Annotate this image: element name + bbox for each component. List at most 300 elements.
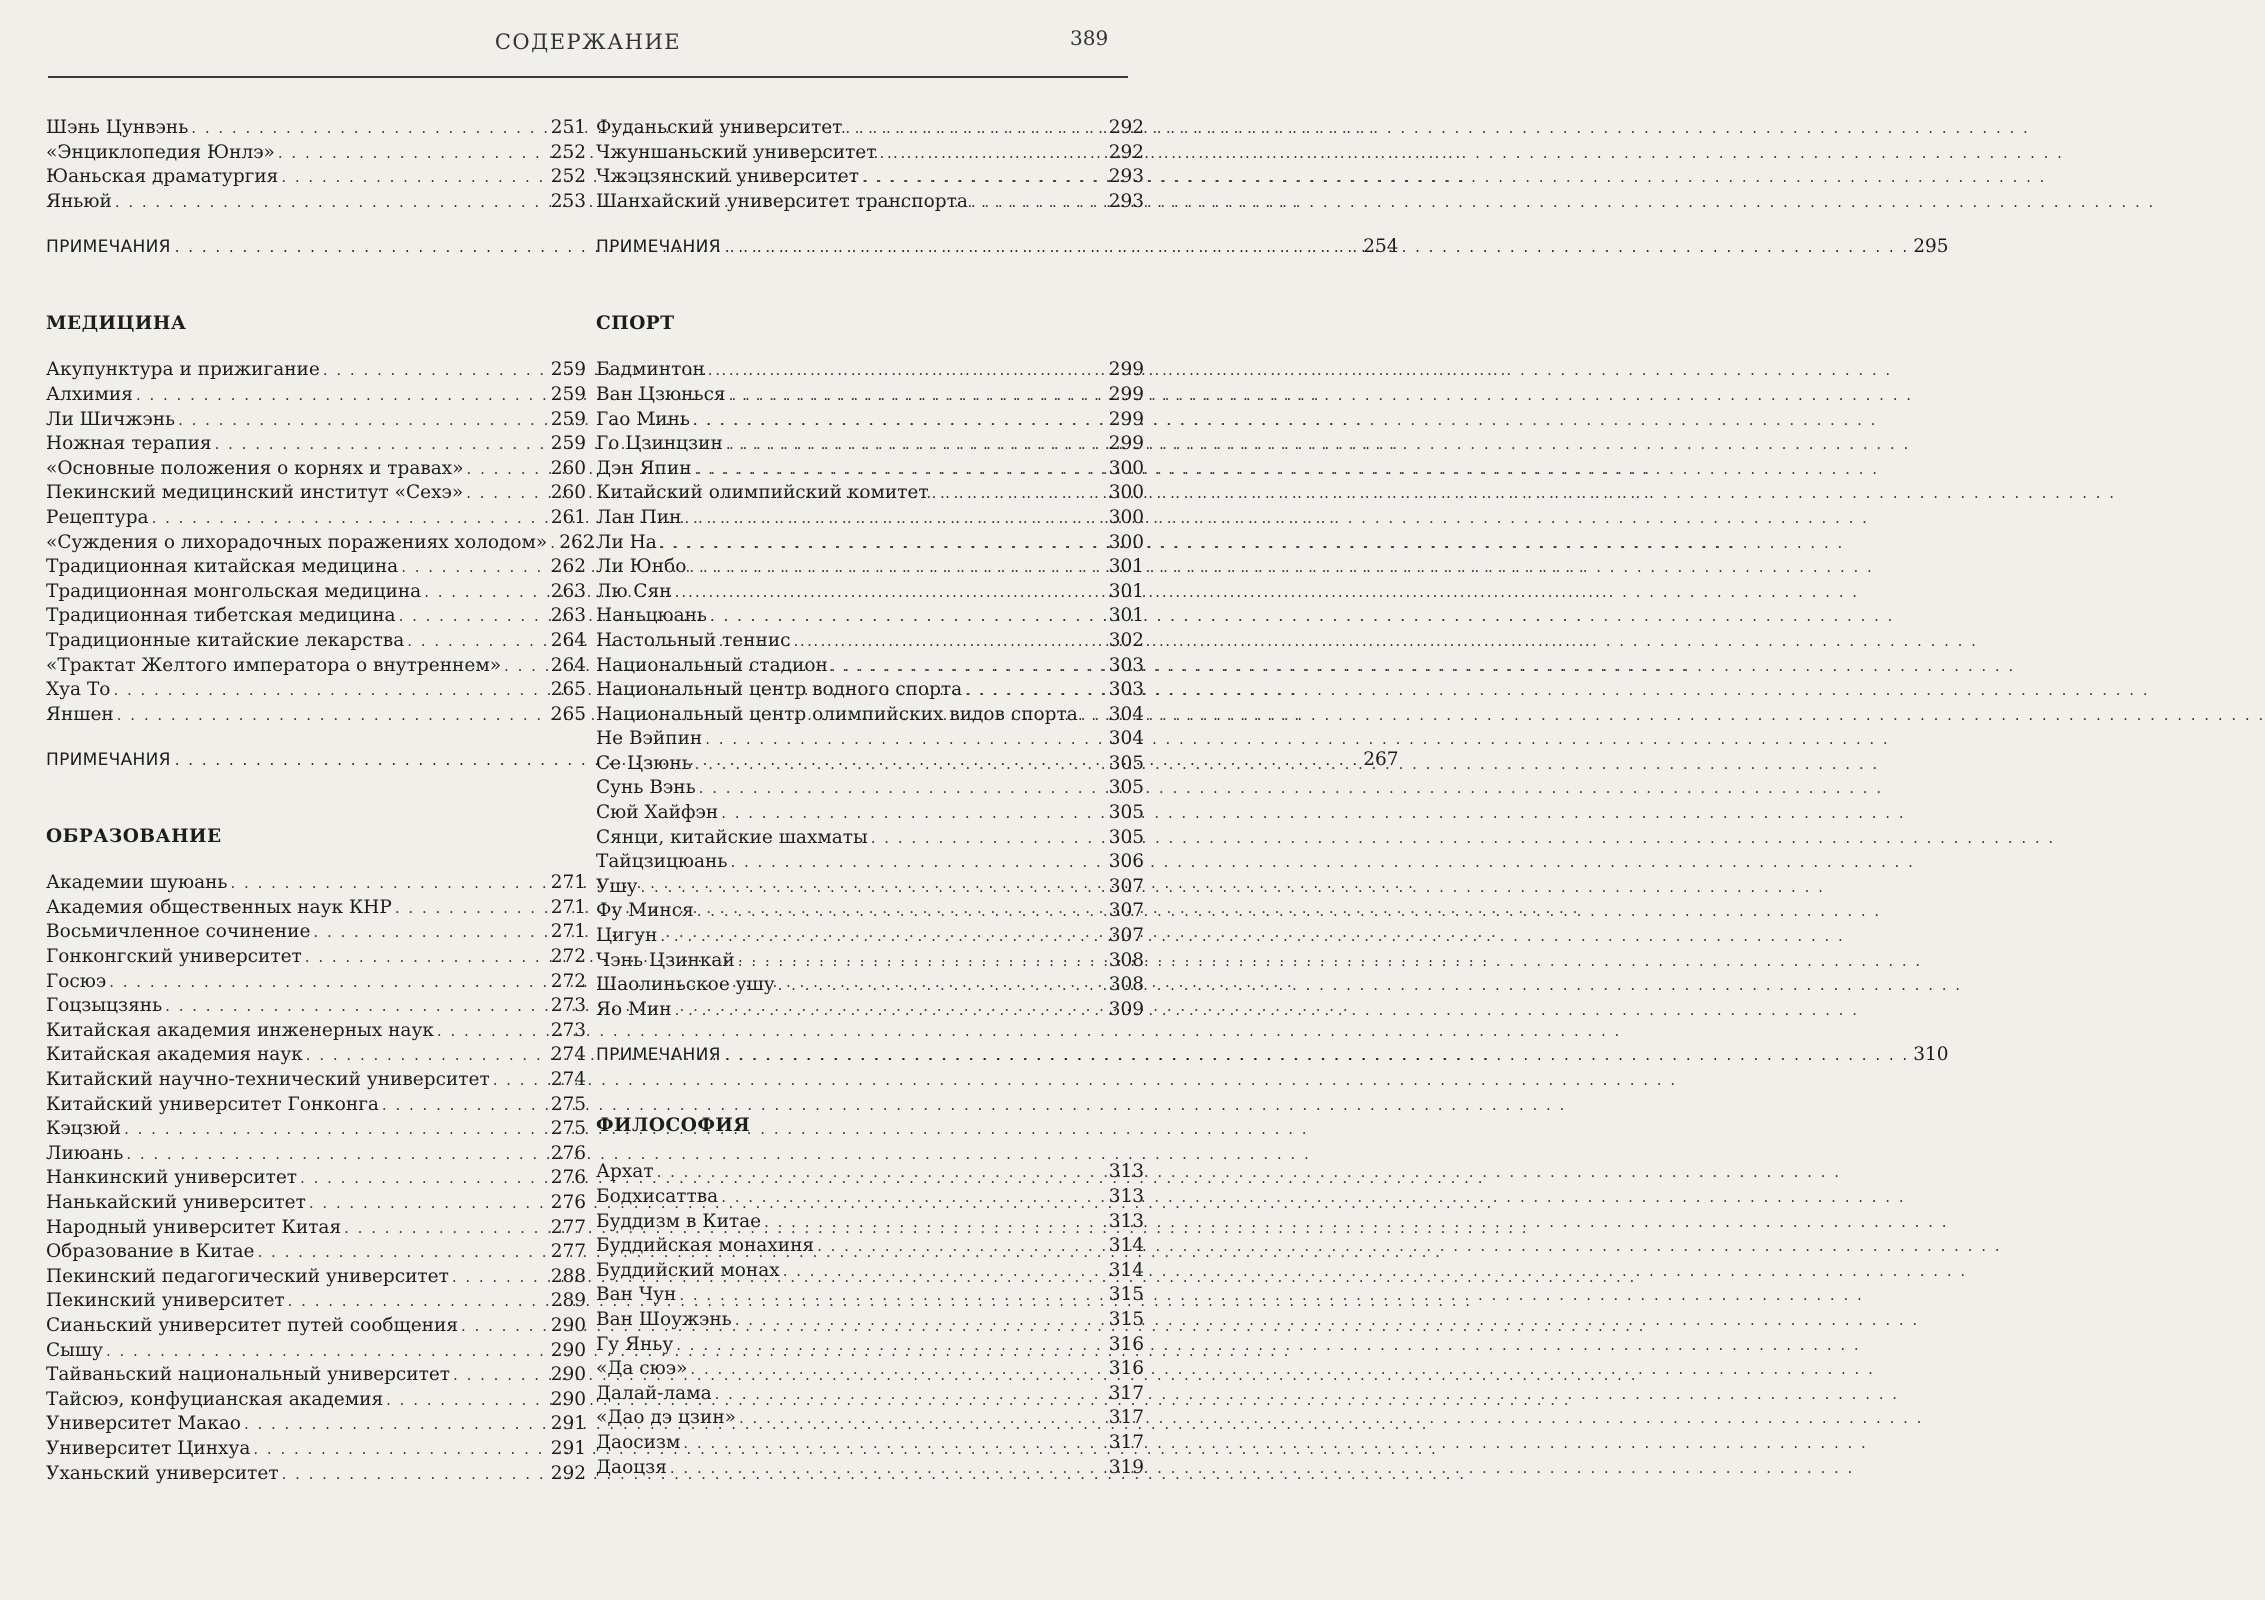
entry-page-number: 300 (1108, 531, 1144, 553)
entry-title: Национальный центр водного спорта (596, 679, 963, 701)
entry-page-number: 304 (1108, 703, 1144, 725)
entry-title: Тайсюэ, конфуцианская академия (46, 1388, 384, 1410)
entry-page-number: 299 (1108, 433, 1144, 455)
toc-entry (596, 1283, 1144, 1308)
toc-entry (46, 871, 586, 896)
entry-title: Далай-лама (596, 1382, 712, 1404)
dot-leader (382, 1093, 548, 1118)
entry-title: Гу Яньу (596, 1333, 674, 1355)
entry-title: Ван Шоужэнь (596, 1308, 732, 1330)
dot-leader (880, 141, 1106, 166)
entry-page-number: 271 (550, 921, 586, 943)
dot-leader (401, 555, 548, 580)
entry-title: «Дао дэ цзин» (596, 1407, 737, 1429)
entry-page-number: 259 (550, 359, 586, 381)
toc-entry (596, 580, 1144, 605)
entry-title: Китайский научно-технический университет (46, 1069, 490, 1091)
toc-entry (596, 727, 1144, 752)
dot-leader (466, 481, 547, 506)
dot-leader (738, 949, 1106, 974)
entry-title: Цигун (596, 925, 658, 947)
entry-page-number: 291 (550, 1413, 586, 1435)
dot-leader (660, 924, 1105, 949)
dot-leader (871, 826, 1106, 851)
entry-title: Го Цзинцзин (596, 433, 723, 455)
entry-title: Яншен (46, 703, 114, 725)
dot-leader (395, 896, 548, 921)
dot-leader (282, 1462, 548, 1487)
dot-leader (305, 945, 548, 970)
entry-title: Сианьский университет путей сообщения (46, 1314, 458, 1336)
entry-title: Ван Цзюнься (596, 383, 726, 405)
toc-entry (596, 776, 1144, 801)
toc-entry (46, 1314, 586, 1339)
entry-title: Уханьский университет (46, 1462, 279, 1484)
toc-entry (46, 1412, 586, 1437)
dot-leader (399, 604, 548, 629)
toc-entry (46, 678, 586, 703)
entry-page-number: 314 (1108, 1259, 1144, 1281)
toc-entry (46, 1265, 586, 1290)
entry-page-number: 313 (1108, 1210, 1144, 1232)
entry-title: Лан Пин (596, 506, 682, 528)
dot-leader (710, 604, 1106, 629)
toc-entry (46, 1191, 586, 1216)
dot-leader (323, 358, 548, 383)
toc-entry (596, 1382, 1144, 1407)
toc-entry (46, 1240, 586, 1265)
dot-leader (191, 116, 547, 141)
toc-entry (46, 1216, 586, 1241)
dot-leader (831, 654, 1106, 679)
dot-leader (725, 234, 1909, 260)
toc-list (46, 358, 595, 727)
notes-entry (596, 1042, 1949, 1068)
entry-page-number: 264 (550, 629, 586, 651)
entry-page-number: 307 (1108, 875, 1144, 897)
toc-entry (46, 358, 586, 383)
entry-page-number: 319 (1108, 1456, 1144, 1478)
notes-page: 295 (1913, 236, 1949, 258)
entry-title: Лю Сян (596, 580, 672, 602)
entry-page-number: 271 (550, 896, 586, 918)
dot-leader (721, 1185, 1105, 1210)
entry-page-number: 253 (550, 190, 586, 212)
entry-title: Шэнь Цунвэнь (46, 117, 189, 138)
entry-title: Хуа То (46, 679, 111, 701)
toc-entry (46, 1068, 586, 1093)
entry-page-number: 277 (550, 1216, 586, 1238)
dot-leader (550, 531, 556, 556)
entry-page-number: 292 (1108, 141, 1144, 163)
entry-title: «Энциклопедия Юнлэ» (46, 141, 275, 163)
entry-page-number: 290 (550, 1314, 586, 1336)
entry-title: Традиционные китайские лекарства (46, 629, 405, 651)
entry-page-number: 275 (550, 1118, 586, 1140)
dot-leader (640, 875, 1105, 900)
entry-title: Тайцзицюань (596, 851, 728, 873)
dot-leader (344, 1216, 548, 1241)
entry-title: Традиционная китайская медицина (46, 556, 399, 578)
page-number: 389 (1070, 26, 1109, 50)
dot-leader (695, 752, 1106, 777)
entry-page-number: 302 (1108, 629, 1144, 651)
entry-page-number: 252 (550, 141, 586, 163)
entry-title: Национальный стадион (596, 654, 828, 676)
notes-entry (46, 234, 1399, 260)
dot-leader (136, 383, 548, 408)
entry-page-number: 303 (1108, 679, 1144, 701)
entry-page-number: 301 (1108, 605, 1144, 627)
dot-leader (244, 1412, 548, 1437)
dot-leader (729, 383, 1106, 408)
entry-page-number: 315 (1108, 1284, 1144, 1306)
toc-entry (46, 1043, 586, 1068)
toc-entry (596, 899, 1144, 924)
entry-title: Буддийская монахиня (596, 1235, 815, 1257)
dot-leader (726, 432, 1106, 457)
entry-page-number: 300 (1108, 457, 1144, 479)
entry-title: Бадминтон (596, 359, 705, 381)
entry-page-number: 299 (1108, 383, 1144, 405)
entry-page-number: 292 (1108, 117, 1144, 138)
dot-leader (124, 1117, 548, 1142)
entry-title: Фу Минся (596, 900, 694, 922)
dot-leader (452, 1265, 548, 1290)
entry-page-number: 316 (1108, 1358, 1144, 1380)
toc-entry (596, 358, 1144, 383)
entry-title: «Суждения о лихорадочных поражениях холодом» (46, 531, 548, 553)
entry-page-number: 300 (1108, 482, 1144, 504)
toc-entry (46, 457, 586, 482)
entry-page-number: 265 (550, 679, 586, 701)
dot-leader (699, 776, 1106, 801)
toc-entry (596, 973, 1144, 998)
entry-page-number: 316 (1108, 1333, 1144, 1355)
toc-entry (596, 1456, 1144, 1481)
entry-page-number: 290 (550, 1364, 586, 1386)
toc-entry (46, 896, 586, 921)
dot-leader (660, 531, 1106, 556)
dot-leader (705, 727, 1105, 752)
dot-leader (424, 580, 547, 605)
toc-entry (46, 994, 586, 1019)
toc-entry (596, 678, 1144, 703)
dot-leader (386, 1388, 548, 1413)
entry-page-number: 305 (1108, 752, 1144, 774)
dot-leader (288, 1289, 548, 1314)
toc-entry (596, 481, 1144, 506)
entry-title: Ли Шичжэнь (46, 408, 176, 430)
dot-leader (258, 1240, 548, 1265)
entry-page-number: 306 (1108, 851, 1144, 873)
entry-page-number: 276 (550, 1167, 586, 1189)
dot-leader (106, 1339, 548, 1364)
entry-page-number: 251 (550, 117, 586, 138)
entry-title: Китайская академия наук (46, 1044, 303, 1066)
entry-title: «Да сюэ» (596, 1358, 688, 1380)
entry-title: Гоцзыцзянь (46, 995, 163, 1017)
entry-title: Бодхисаттва (596, 1186, 719, 1207)
toc-entry (596, 629, 1144, 654)
entry-page-number: 299 (1108, 359, 1144, 381)
entry-title: Кэцзюй (46, 1118, 122, 1140)
toc-entry (596, 1259, 1144, 1284)
entry-title: Се Цзюнь (596, 752, 692, 774)
toc-entry (596, 1308, 1144, 1333)
toc-entry (596, 141, 1144, 166)
entry-title: Ножная терапия (46, 433, 212, 455)
toc-entry (46, 531, 595, 556)
toc-entry (596, 654, 1144, 679)
entry-title: Традиционная тибетская медицина (46, 605, 396, 627)
dot-leader (306, 1043, 548, 1068)
toc-entry (46, 116, 586, 141)
entry-page-number: 308 (1108, 974, 1144, 996)
toc-entry (46, 141, 586, 166)
dot-leader (504, 654, 548, 679)
entry-page-number: 259 (550, 433, 586, 455)
entry-page-number: 259 (550, 408, 586, 430)
entry-page-number: 260 (550, 482, 586, 504)
entry-page-number: 292 (550, 1462, 586, 1484)
header-rule (48, 76, 1128, 78)
entry-title: Нанькайский университет (46, 1192, 306, 1213)
dot-leader (1081, 703, 1106, 728)
entry-page-number: 307 (1108, 900, 1144, 922)
toc-entry (46, 920, 586, 945)
toc-list (46, 871, 586, 1486)
dot-leader (725, 1042, 1909, 1068)
toc-entry (46, 408, 586, 433)
toc-entry (596, 408, 1144, 433)
dot-leader (278, 141, 548, 166)
entry-title: Ван Чун (596, 1284, 677, 1306)
dot-leader (152, 506, 548, 531)
dot-leader (817, 1234, 1106, 1259)
dot-leader (690, 1357, 1105, 1382)
notes-title: ПРИМЕЧАНИЯ (596, 1045, 721, 1066)
entry-page-number: 274 (550, 1044, 586, 1066)
entry-page-number: 263 (550, 580, 586, 602)
entry-page-number: 293 (1108, 166, 1144, 188)
notes-page: 310 (1913, 1044, 1949, 1066)
entry-title: Фуданьский университет (596, 117, 843, 138)
entry-page-number: 315 (1108, 1308, 1144, 1330)
dot-leader (281, 165, 547, 190)
toc-entry (596, 555, 1144, 580)
entry-page-number: 277 (550, 1241, 586, 1263)
entry-title: Настольный теннис (596, 629, 791, 651)
entry-page-number: 265 (550, 703, 586, 725)
entry-title: Шанхайский университет транспорта (596, 190, 968, 212)
entry-title: Сунь Вэнь (596, 777, 696, 799)
entry-title: Шаолиньское ушу (596, 974, 775, 996)
entry-page-number: 272 (550, 970, 586, 992)
toc-entry (596, 752, 1144, 777)
toc-entry (46, 1388, 586, 1413)
entry-page-number: 290 (550, 1339, 586, 1361)
dot-leader (764, 1210, 1106, 1235)
entry-title: Университет Макао (46, 1413, 241, 1435)
dot-leader (693, 408, 1106, 433)
entry-title: Образование в Китае (46, 1241, 255, 1263)
dot-leader (300, 1166, 548, 1191)
entry-page-number: 314 (1108, 1235, 1144, 1257)
entry-title: Китайский университет Гонконга (46, 1093, 379, 1115)
toc-entry (46, 190, 586, 215)
toc-entry (46, 506, 586, 531)
entry-page-number: 260 (550, 457, 586, 479)
entry-title: Китайский олимпийский комитет (596, 482, 929, 504)
toc-entry (46, 1019, 586, 1044)
toc-entry (46, 654, 586, 679)
toc-entry (46, 1462, 586, 1487)
entry-page-number: 276 (550, 1142, 586, 1164)
entry-title: «Трактат Желтого императора о внутреннем» (46, 654, 502, 676)
entry-title: Рецептура (46, 506, 149, 528)
entry-page-number: 274 (550, 1069, 586, 1091)
toc-entry (596, 383, 1144, 408)
entry-title: Яньюй (46, 190, 112, 212)
entry-page-number: 301 (1108, 556, 1144, 578)
entry-page-number: 303 (1108, 654, 1144, 676)
entry-title: Сышу (46, 1339, 103, 1361)
entry-title: Гонконгский университет (46, 946, 302, 968)
toc-entry (596, 801, 1144, 826)
entry-title: Чжэцзянский университет (596, 166, 859, 188)
entry-page-number: 301 (1108, 580, 1144, 602)
toc-entry (596, 1185, 1144, 1210)
entry-page-number: 307 (1108, 925, 1144, 947)
toc-entry (596, 1210, 1144, 1235)
toc-entry (46, 165, 586, 190)
dot-leader (407, 629, 547, 654)
entry-title: Традиционная монгольская медицина (46, 580, 422, 602)
entry-page-number: 264 (550, 654, 586, 676)
dot-leader (467, 457, 548, 482)
toc-entry (46, 580, 586, 605)
entry-page-number: 263 (550, 605, 586, 627)
toc-entry (596, 949, 1144, 974)
entry-title: Не Вэйпин (596, 728, 703, 750)
entry-title: «Основные положения о корнях и травах» (46, 457, 464, 479)
dot-leader (215, 432, 548, 457)
section-heading-medicine: МЕДИЦИНА (46, 313, 187, 335)
notes-title: ПРИМЕЧАНИЯ (46, 237, 171, 258)
dot-leader (113, 678, 547, 703)
entry-page-number: 273 (550, 995, 586, 1017)
dot-leader (675, 580, 1106, 605)
toc-entry (46, 383, 586, 408)
entry-page-number: 308 (1108, 949, 1144, 971)
dot-leader (715, 1382, 1106, 1407)
entry-page-number: 317 (1108, 1382, 1144, 1404)
dot-leader (165, 994, 548, 1019)
dot-leader (697, 899, 1106, 924)
toc-entry (46, 604, 586, 629)
entry-title: Восьмичленное сочинение (46, 921, 311, 943)
section-heading-sport: СПОРТ (596, 313, 675, 335)
entry-page-number: 261 (550, 506, 586, 528)
entry-title: Чжуншаньский университет (596, 141, 877, 163)
entry-page-number: 290 (550, 1388, 586, 1410)
dot-leader (971, 190, 1106, 215)
toc-entry (596, 850, 1144, 875)
entry-title: Университет Цинхуа (46, 1437, 251, 1459)
toc-entry (596, 165, 1144, 190)
dot-leader (932, 481, 1106, 506)
toc-entry (46, 1117, 586, 1142)
entry-page-number: 313 (1108, 1186, 1144, 1207)
entry-page-number: 317 (1108, 1407, 1144, 1429)
entry-title: Народный университет Китая (46, 1216, 342, 1238)
dot-leader (684, 506, 1105, 531)
dot-leader (437, 1019, 548, 1044)
dot-leader (313, 920, 547, 945)
dot-leader (794, 629, 1106, 654)
entry-page-number: 305 (1108, 826, 1144, 848)
toc-entry (596, 703, 1144, 728)
toc-entry (596, 998, 1144, 1023)
toc-entry (596, 190, 1144, 215)
entry-title: Нанкинский университет (46, 1167, 298, 1189)
section-heading-education: ОБРАЗОВАНИЕ (46, 826, 222, 848)
entry-page-number: 275 (550, 1093, 586, 1115)
toc-entry (596, 1406, 1144, 1431)
toc-entry (46, 1289, 586, 1314)
entry-title: Национальный центр олимпийских видов спорта (596, 703, 1078, 725)
entry-page-number: 299 (1108, 408, 1144, 430)
toc-entry (596, 506, 1144, 531)
entry-title: Наньцюань (596, 605, 707, 627)
entry-title: Госюэ (46, 970, 107, 992)
dot-leader (461, 1314, 548, 1339)
entry-page-number: 288 (550, 1265, 586, 1287)
dot-leader (739, 1406, 1106, 1431)
toc-entry (596, 531, 1144, 556)
toc-entry (596, 1234, 1144, 1259)
toc-entry (596, 924, 1144, 949)
dot-leader (862, 165, 1106, 190)
toc-entry (46, 555, 586, 580)
dot-leader (453, 1363, 548, 1388)
dot-leader (721, 801, 1106, 826)
dot-leader (178, 408, 548, 433)
entry-page-number: 289 (550, 1290, 586, 1312)
entry-page-number: 272 (550, 946, 586, 968)
entry-title: Юаньская драматургия (46, 166, 279, 188)
toc-list (596, 358, 1144, 1022)
toc-entry (46, 1142, 586, 1167)
entry-title: Яо Мин (596, 998, 672, 1020)
dot-leader (783, 1259, 1106, 1284)
toc-list (46, 116, 586, 214)
entry-title: Алхимия (46, 383, 133, 405)
toc-list (596, 1160, 1144, 1480)
toc-entry (596, 1431, 1144, 1456)
toc-entry (46, 1093, 586, 1118)
dot-leader (231, 871, 548, 896)
entry-page-number: 293 (1108, 190, 1144, 212)
entry-title: Акупунктура и прижигание (46, 359, 320, 381)
toc-entry (46, 1339, 586, 1364)
entry-page-number: 262 (559, 531, 595, 553)
dot-leader (708, 358, 1106, 383)
entry-page-number: 317 (1108, 1431, 1144, 1453)
toc-entry (596, 1333, 1144, 1358)
notes-title: ПРИМЕЧАНИЯ (596, 237, 721, 258)
